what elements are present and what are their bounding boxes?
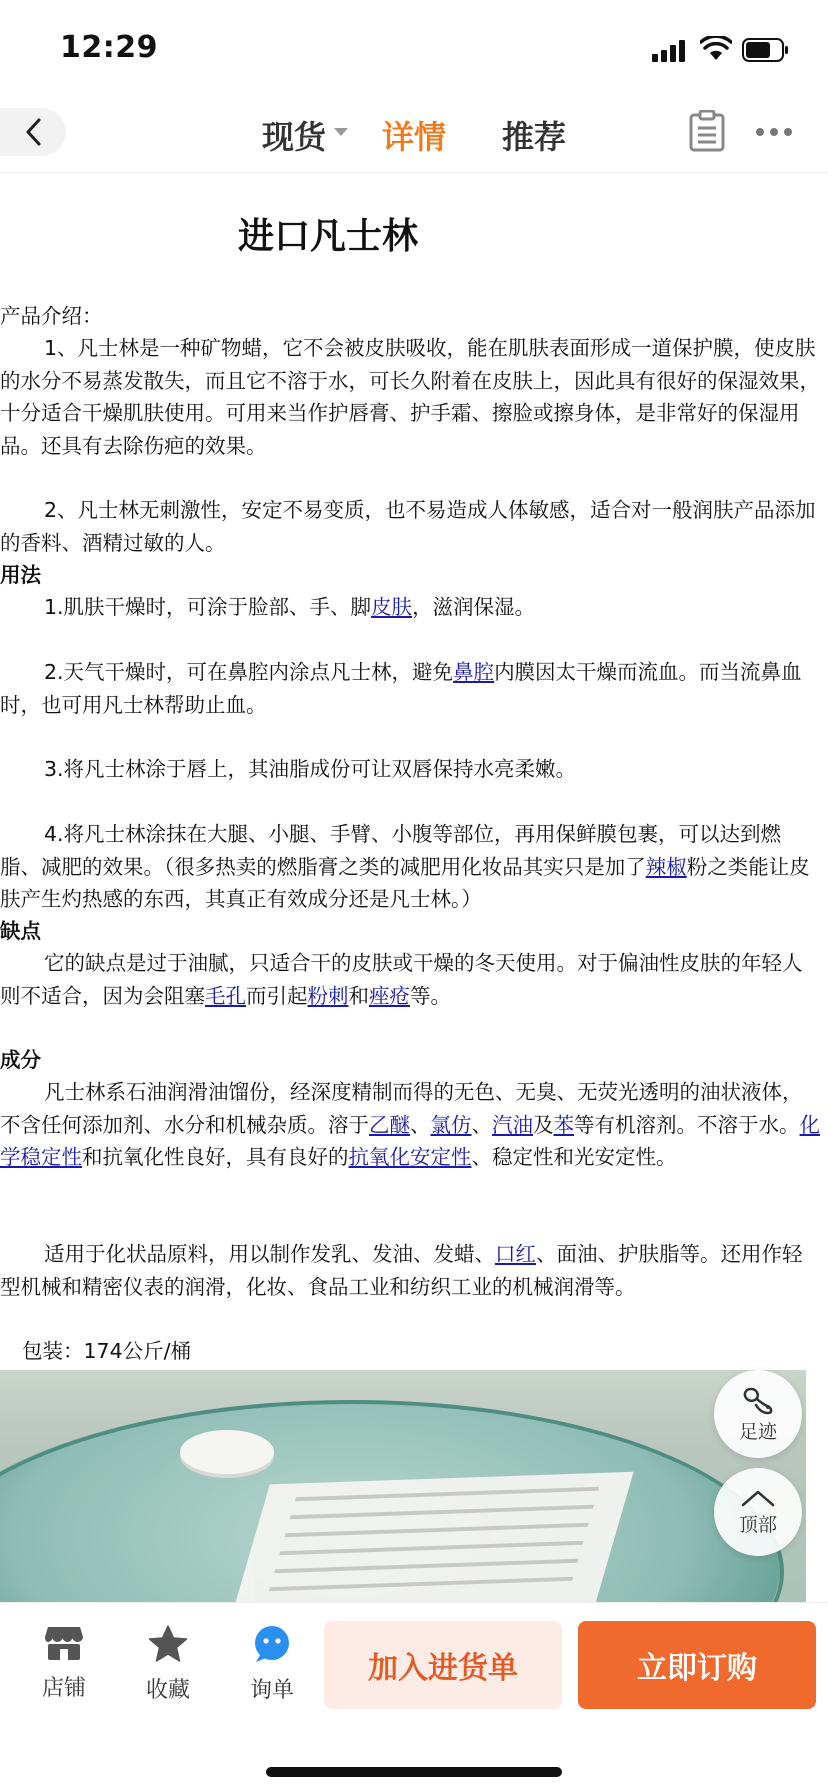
ingredients-paragraph: [0, 1076, 820, 1174]
status-bar: [0, 0, 828, 100]
cons-text-d: 等。: [410, 983, 451, 1008]
star-icon: [148, 1625, 188, 1663]
drum-label: [226, 1472, 633, 1602]
nav-bar: [0, 100, 828, 173]
shop-icon: [44, 1625, 84, 1661]
inquiry-label: 询单: [249, 1678, 294, 1703]
usage-2-text-a: 2.天气干燥时，可在鼻腔内涂点凡士林，避免: [44, 660, 454, 684]
footprint-label: 足迹: [738, 1420, 777, 1443]
link-pimples[interactable]: 痤疮: [369, 983, 410, 1008]
link-benzene[interactable]: 苯: [553, 1112, 574, 1137]
signal-icon: [652, 40, 688, 62]
link-chili[interactable]: 辣椒: [645, 854, 687, 879]
ingredients-heading: 成分: [0, 1048, 41, 1072]
shop-button[interactable]: [24, 1625, 104, 1702]
chat-icon: [252, 1625, 292, 1663]
ing-text-b: 等有机溶剂。不溶于水。: [574, 1112, 800, 1137]
back-to-top-button[interactable]: [714, 1468, 802, 1556]
usage-4: [0, 818, 820, 916]
battery-icon: [742, 38, 790, 62]
package-info: 包装：174公斤/桶: [22, 1339, 192, 1363]
usage-2-text-b: 内膜因太干燥而流血。而当流鼻血时，也可用凡士林帮助止血。: [0, 660, 802, 717]
ing-text-c: 和抗氧化性良好，具有良好的: [82, 1145, 349, 1169]
usage-1: [0, 591, 820, 624]
usage-1-text-a: 1.肌肤干燥时，可涂于脸部、手、脚: [44, 595, 372, 619]
link-lipstick[interactable]: 口红: [495, 1242, 536, 1266]
usage-heading: 用法: [0, 563, 41, 587]
intro-2-text: 2、凡士林无刺激性，安定不易变质，也不易造成人体敏感，适合对一般润肤产品添加的香料、酒精过敏的人。: [0, 498, 816, 555]
ing-text-a: 凡士林系石油润滑油馏份，经深度精制而得的无色、无臭、无荧光透明的油状液体，不含任何添加剂、水分和机械杂质。溶于: [0, 1080, 803, 1137]
tab-detail[interactable]: 详情: [382, 118, 447, 156]
wifi-icon: [700, 36, 732, 62]
top-label: 顶部: [738, 1513, 777, 1536]
favorite-button[interactable]: [128, 1625, 208, 1704]
intro-paragraph-1: [0, 332, 820, 462]
link-ether[interactable]: 乙醚: [369, 1112, 410, 1137]
tab-recommend[interactable]: 推荐: [502, 118, 567, 156]
usage-4-text-a: 4.将凡士林涂抹在大腿、小腿、手臂、小腹等部位，再用保鲜膜包裹，可以达到燃脂、减肥的效果。（很多热卖的燃脂膏之类的减肥用化妆品其实只是加了: [0, 822, 782, 879]
usage-3-text: 3.将凡士林涂于唇上，其油脂成份可让双唇保持水亮柔嫩。: [44, 757, 577, 781]
order-now-button[interactable]: 立即订购: [578, 1621, 816, 1709]
intro-paragraph-2: [0, 494, 820, 559]
link-gasoline[interactable]: 汽油: [492, 1112, 533, 1137]
product-image: [0, 1370, 806, 1602]
ing-sep-2: 、: [471, 1112, 492, 1137]
shop-label: 店铺: [41, 1676, 86, 1701]
ing-text-d: 、稳定性和光安定性。: [471, 1145, 677, 1169]
add-to-purchase-list-button[interactable]: 加入进货单: [324, 1621, 562, 1709]
clipboard-icon[interactable]: [688, 110, 726, 152]
cons-text-c: 和: [348, 983, 369, 1008]
apply-text-b: 、面油、护肤脂等。还用作轻型机械和精密仪表的润滑，化妆、食品工业和纺织工业的机械润滑等。: [0, 1242, 803, 1299]
link-oxidation-stability[interactable]: 抗氧化安定性: [348, 1145, 472, 1169]
apply-text-a: 适用于化状品原料，用以制作发乳、发油、发蜡、: [44, 1242, 495, 1266]
footprint-icon: [741, 1385, 775, 1415]
favorite-label: 收藏: [145, 1678, 190, 1703]
inquiry-button[interactable]: [232, 1625, 312, 1704]
intro-1-text: 1、凡士林是一种矿物蜡，它不会被皮肤吸收，能在肌肤表面形成一道保护膜，使皮肤的水分不易蒸发散失，而且它不溶于水，可长久附着在皮肤上，因此具有很好的保湿效果，十分适合干燥肌肤使用。可用来当作护唇膏、护手霜、擦脸或擦身体，是非常好的保湿用品。还具有去除伤疤的效果。: [0, 336, 820, 458]
link-pores[interactable]: 毛孔: [205, 983, 246, 1008]
status-time: 12:29: [60, 30, 158, 65]
intro-heading: 产品介绍：: [0, 304, 103, 328]
drum-cap: [180, 1430, 274, 1474]
link-skin[interactable]: 皮肤: [371, 595, 413, 619]
usage-2: [0, 656, 820, 721]
tab-dropdown-icon[interactable]: [334, 128, 348, 136]
page-title: 进口凡士林: [238, 216, 419, 257]
arrow-up-icon: [740, 1488, 776, 1508]
link-chloroform[interactable]: 氯仿: [430, 1112, 472, 1137]
more-icon[interactable]: [756, 128, 792, 138]
footprint-button[interactable]: [714, 1370, 802, 1458]
back-chevron-icon: [24, 117, 42, 147]
bottom-action-bar: [0, 1602, 828, 1792]
cons-heading: 缺点: [0, 919, 41, 943]
usage-4-text-b: 粉之类能让皮肤产生灼热感的东西，其真正有效成分还是凡士林。）: [0, 854, 810, 911]
tab-spot[interactable]: 现货: [262, 118, 327, 156]
ing-sep-1: 、: [410, 1112, 431, 1137]
cons-text-a: 它的缺点是过于油腻，只适合干的皮肤或干燥的冬天使用。对于偏油性皮肤的年轻人则不适合，因为会阻塞: [0, 951, 803, 1008]
ing-sep-3: 及: [533, 1112, 554, 1137]
cons-paragraph: [0, 947, 820, 1012]
link-chemical-stability[interactable]: 化学稳定性: [0, 1112, 820, 1169]
cons-text-b: 而引起: [246, 983, 308, 1008]
link-acne[interactable]: 粉刺: [307, 983, 349, 1008]
link-nasal-cavity[interactable]: 鼻腔: [453, 660, 495, 684]
usage-3: [0, 753, 820, 786]
usage-1-text-b: ，滋润保湿。: [412, 595, 536, 619]
back-button[interactable]: [0, 108, 66, 156]
home-indicator: [266, 1767, 562, 1777]
application-paragraph: [0, 1238, 820, 1303]
